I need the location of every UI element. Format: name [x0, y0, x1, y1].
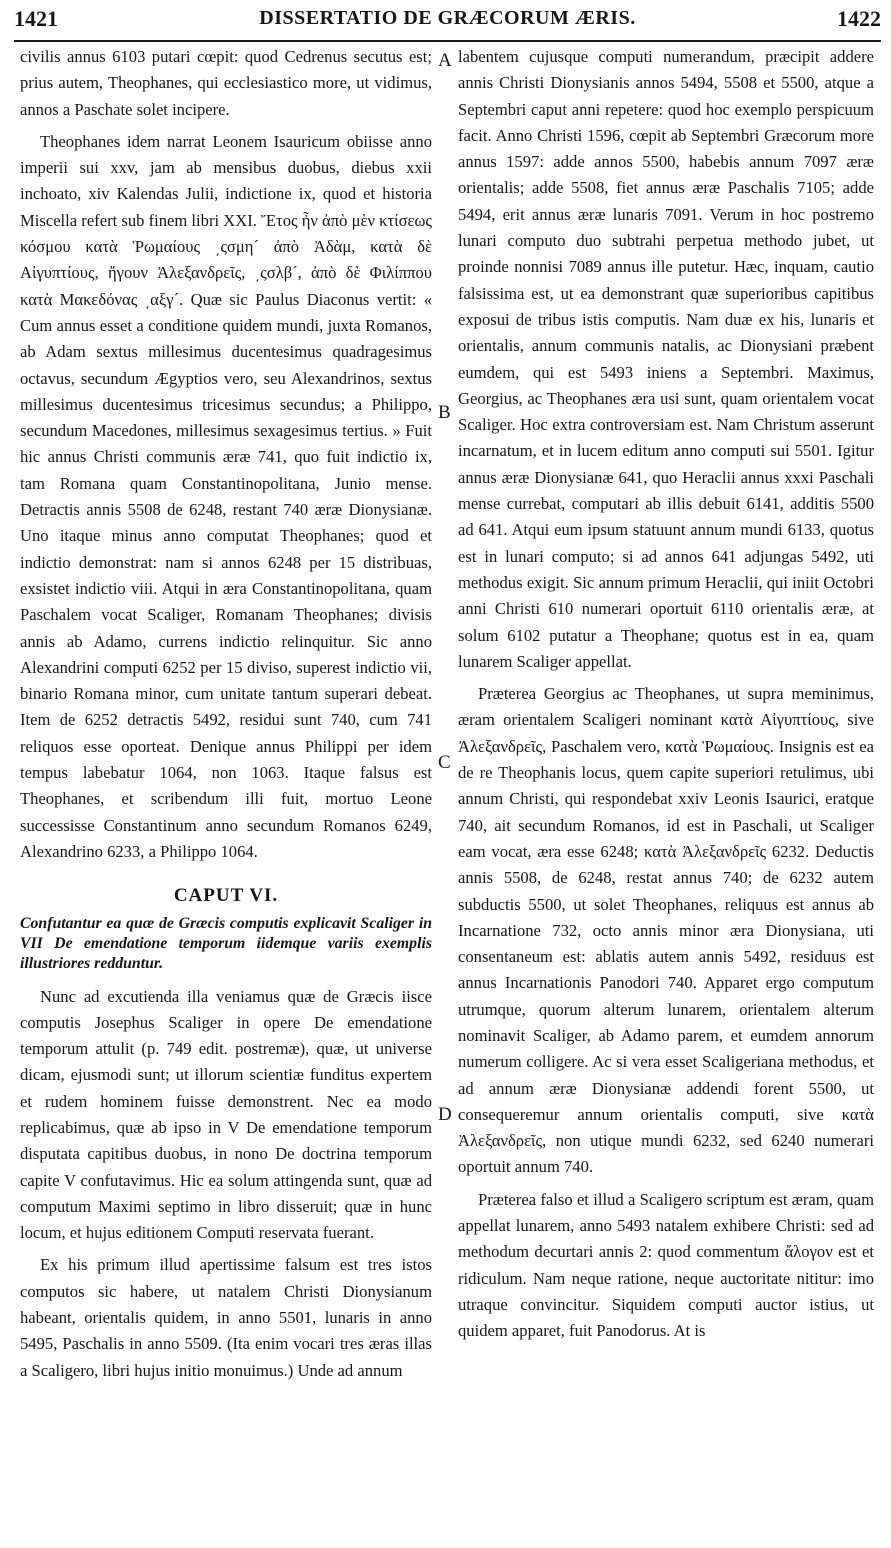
paragraph: Ex his primum illud apertissime falsum est tres istos computos sic habere, ut natalem Christi Dionysianum habeant, orientalis quidem, in anno 5501, lunaris in anno 5495, Paschalis in anno 5509. (Ita enim vocari tres æras illas a Scaligero, libri hujus initio monuimus.) Unde ad annum	[20, 1255, 432, 1380]
header-rule	[14, 40, 881, 42]
right-page-number: 1422	[837, 6, 881, 31]
paragraph: Theophanes idem narrat Leonem Isauricum obiisse anno imperii sui xxv, jam ab mensibus duobus, diebus xxii inchoato, xiv Kalendas Julii, indictione ix, quod et historia Miscella refert sub finem libri XXI. Ἔτος ἦν ἀπὸ μὲν κτίσεως κόσμου κατὰ Ῥωμαίους ͵ςσμη´ ἀπὸ Ἀδὰμ, κατὰ δὲ Αἰγυπτίους, ἤγουν Ἀλεξανδρεῖς, ͵ςσλβ´, ἀπὸ δὲ Φιλίππου κατὰ Μακεδόνας ͵αξγ´. Quæ sic Paulus Diaconus vertit: « Cum annus esset a conditione quidem mundi, juxta Romanos, ab Adam sextus millesimus ducentesimus quadragesimus octavus, secundum Ægyptios vero, seu Alexandrinos, sextus millesimus ducentesimus tricesimus secundus; a Philippo, secundum Macedones, millesimus sexagesimus tertius. » Fuit hic annus Christi communis æræ 741, quo fuit indictio ix, tam Romana quam Constantinopolitana, Junio mense. Detractis annis 5508 de 6248, restant 740 æræ Dionysianæ. Uno itaque minus anno computat Theophanes; quod et indictio demonstrat: nam si annos 6248 per 15 distribuas, exsistet indictio viii. Atqui in æra Constantinopolitana, quam Paschalem vocat Scaliger, Romanam Theophanes; divisis annis ab Adamo, currens indictio relinquitur. Sic anno Alexandrini computi 6252 per 15 diviso, superest indictio vii, binario Romana minor, cum unitate tantum superari debeat. Item de 6252 detractis 5492, residui sunt 740, cum 741 reliquos esse oporteat. Denique annus Philippi per idem tempus labebatur 1064, non 1063. Itaque falsus est Theophanes, et scribendum illi fuit, mortuo Leone successisse Constantinum anno secundum Romanos 6249, Alexandrino 6233, a Philippo 1064.	[20, 131, 432, 861]
paragraph: Nunc ad excutienda illa veniamus quæ de Græcis iisce computis Josephus Scaliger in opere De emendatione temporum attulit (p. 749 edit. postremæ), quæ, ut universe dicam, ejusmodi sunt; ut illorum scientiæ funditus expertem et rudem hominem fuisse demonstrent. Nec ea modo replicabimus, quæ ab ipso in V De emendatione temporum disputata capitibus duobus, in nono De doctrina temporum capite V confutavimus. Hic ea solum attingenda sunt, quæ ad computum Maximi septimo in libro disseruit; quæ in hunc locum, et hujus editionem Computi reservata fuerant.	[20, 986, 432, 1243]
chapter-summary: Confutantur ea quæ de Græcis computis explicavit Scaliger in VII De emendatione temporum iidemque variis exemplis illustriores redduntur.	[20, 914, 432, 972]
right-column	[458, 44, 874, 1351]
paragraph: Præterea Georgius ac Theophanes, ut supra meminimus, æram orientalem Scaligeri nominant κατὰ Αἰγυπτίους, sive Ἀλεξανδρεῖς, Paschalem vero, κατὰ Ῥωμαίους. Insignis est ea de re Theophanis locus, quem capite superiori retulimus, ubi annum Christi, qui respondebat xxiv Leonis Isaurici, eratque 740, ait secundum Romanos, id est in Paschali, ut Scaliger eam vocat, æra esse 6248; κατὰ Ἀλεξανδρεῖς 6232. Deductis annis 5508, de 6248, restat annus 740; de 6232 autem subductis 5500, ut solet Theophanes, reliquus est annus ab Incarnatione 732, octo annis minor æra Dionysiana, uti consentaneum est: ablatis autem annis 5492, residuus est annus Incarnationis Panodori 740. Apparet ergo computum utrumque, quorum alterum lunarem, orientalem alterum nominavit Scaliger, ab Adamo parem, et eumdem annorum numerum colligere. Ac si vera esset Scaligeriana methodus, et ad annum æræ Dionysianæ addendi forent 5500, ut consequeremur annum orientalis computi, sive κατὰ Ἀλεξανδρεῖς, non utique mundi 6232, sed 6240 numerari oportuit annum 740.	[458, 684, 874, 1177]
left-page-number: 1421	[14, 6, 58, 31]
margin-marker-a: A	[438, 50, 452, 71]
paragraph: Præterea falso et illud a Scaligero scriptum est æram, quam appellat lunarem, anno 5493 natalem exhibere Christi: sed ad methodum decurtari annis 2: quod commentum ἄλογον est et ridiculum. Nam neque ratione, neque auctoritate nititur: imo utraque convincitur. Siquidem computi auctor istius, ut quidem apparet, fuit Panodorus. At is	[458, 1189, 874, 1341]
paragraph: labentem cujusque computi numerandum, præcipit addere annis Christi Dionysianis annos 5494, 5508 et 5500, atque a Septembri caput anni repetere: quod hoc exemplo perspicuum facit. Anno Christi 1596, cœpit ab Septembri Græcorum more annus 1597: adde annos 5500, habebis annum 7097 æræ orientalis; adde 5508, fiet annus æræ Paschalis 7105; adde 5494, erit annus æræ lunaris 7091. Verum in hoc postremo lunari computo duo subtrahi perpetua methodo jubet, ut proinde nonnisi 7089 annus ille putetur. Hæc, inquam, cautio falsissima est, ut ea demonstrant quæ superioribus capitibus exposui de tribus istis computis. Nam duæ ex his, lunaris et orientalis, annum communis natalis, ac Dionysiani præbent eumdem, qui est 5493 iniens a Septembri. Maximus, Georgius, ac Theophanes æra usi sunt, quam orientalem vocat Scaliger. Hoc extra controversiam est. Nam Christum asserunt incarnatum, et in lucem editum anno computi sui 5501. Igitur annus æræ Dionysianæ 641, quo Heraclii annus xxxi Paschali mense currebat, computari ab illis debuit 6141, additis 5500 ad 641. Atqui eum ipsum statuunt annum mundi 6133, quotus est in lunari computo; si ad annos 641 adjungas 5492, uti methodus exigit. Sic annum primum Heraclii, qui iniit Octobri anni Christi 610 numerari oportuit 6110 orientalis æræ, at solum 6102 putatur a Theophane; quotus est in ea, quam lunarem Scaliger appellat.	[458, 47, 874, 671]
running-header	[14, 6, 881, 38]
chapter-heading: CAPUT VI.	[173, 885, 279, 907]
paragraph: civilis annus 6103 putari cœpit: quod Cedrenus secutus est; prius autem, Theophanes, qui ecclesiastico more, ut vidimus, annos a Paschate solet incipere.	[20, 47, 432, 119]
running-title: DISSERTATIO DE GRÆCORUM ÆRIS.	[259, 7, 636, 29]
left-column	[20, 44, 432, 1390]
margin-marker-d: D	[438, 1104, 452, 1125]
margin-marker-b: B	[438, 402, 451, 423]
margin-marker-c: C	[438, 752, 451, 773]
